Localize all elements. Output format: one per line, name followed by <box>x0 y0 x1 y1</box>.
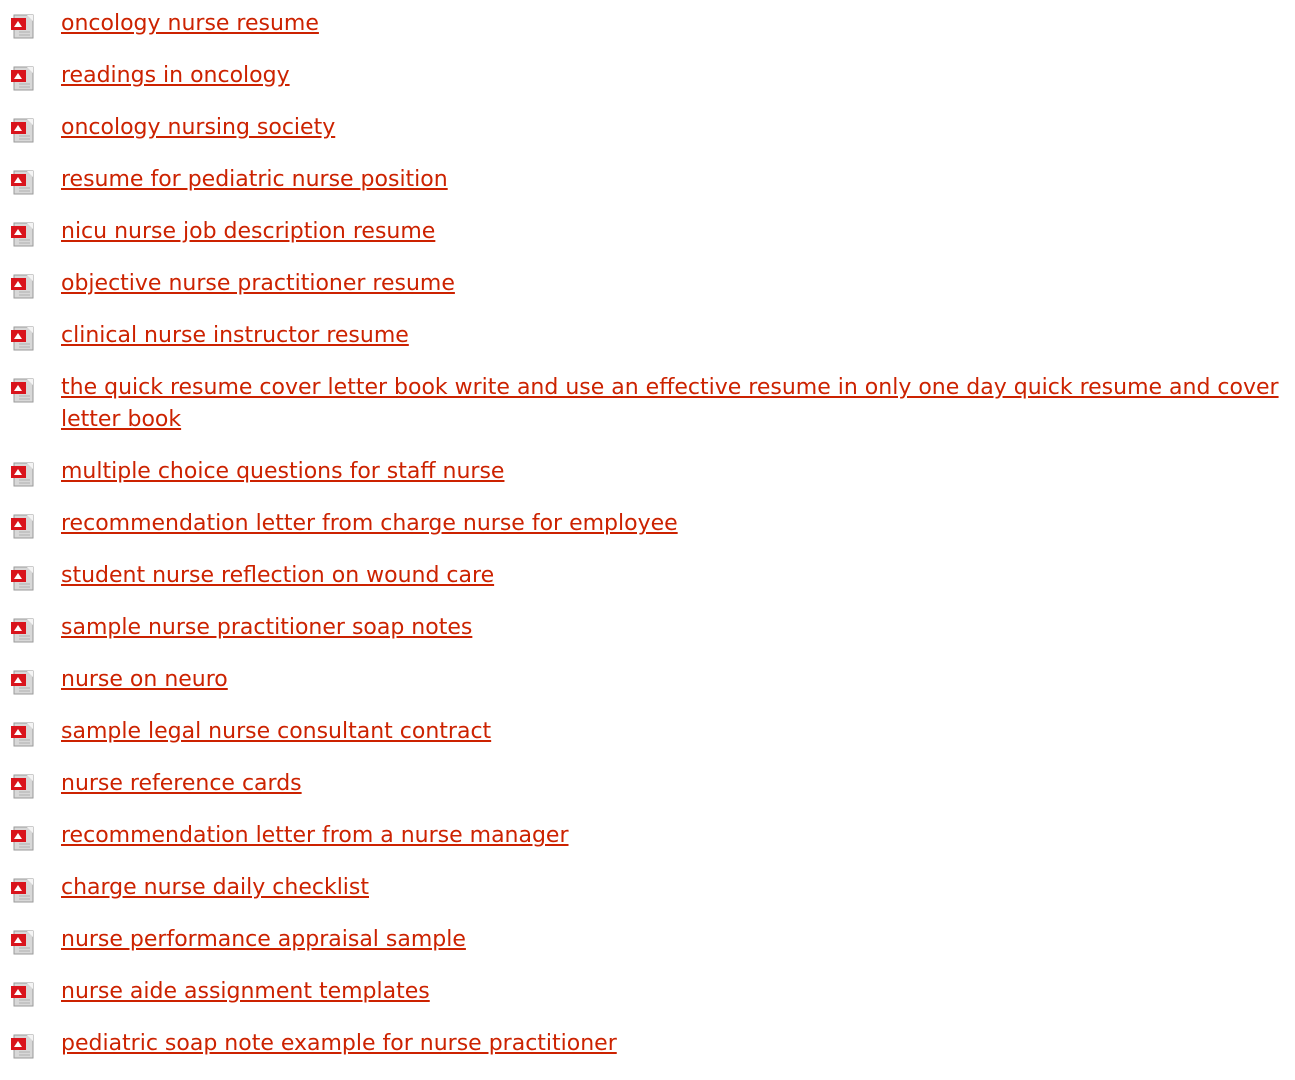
list-item <box>0 112 1295 144</box>
list-item <box>0 768 1295 800</box>
list-item <box>0 820 1295 852</box>
pdf-link[interactable]: readings in oncology <box>61 63 290 88</box>
pdf-file-icon <box>10 668 36 696</box>
pdf-file-icon <box>10 324 36 352</box>
list-item <box>0 716 1295 748</box>
list-item <box>0 664 1295 696</box>
list-item <box>0 976 1295 1008</box>
list-item <box>0 164 1295 196</box>
list-item <box>0 320 1295 352</box>
list-item <box>0 872 1295 904</box>
list-item <box>0 508 1295 540</box>
pdf-link[interactable]: nurse reference cards <box>61 771 302 796</box>
pdf-file-icon <box>10 512 36 540</box>
pdf-link[interactable]: oncology nursing society <box>61 115 336 140</box>
list-item <box>0 1028 1295 1060</box>
pdf-file-icon <box>10 460 36 488</box>
list-item <box>0 8 1295 40</box>
pdf-link[interactable]: pediatric soap note example for nurse practitioner <box>61 1031 617 1056</box>
list-item <box>0 268 1295 300</box>
pdf-file-icon <box>10 272 36 300</box>
pdf-link[interactable]: recommendation letter from a nurse manager <box>61 823 569 848</box>
list-item <box>0 216 1295 248</box>
pdf-link[interactable]: nurse on neuro <box>61 667 228 692</box>
pdf-file-icon <box>10 616 36 644</box>
pdf-link[interactable]: nurse aide assignment templates <box>61 979 430 1004</box>
pdf-file-icon <box>10 928 36 956</box>
list-item <box>0 612 1295 644</box>
pdf-link[interactable]: the quick resume cover letter book write and use an effective resume in only one day quick resume and cover letter book <box>61 375 1279 432</box>
list-item <box>0 456 1295 488</box>
pdf-link[interactable]: multiple choice questions for staff nurse <box>61 459 505 484</box>
pdf-file-icon <box>10 64 36 92</box>
pdf-link[interactable]: student nurse reflection on wound care <box>61 563 495 588</box>
pdf-link[interactable]: oncology nurse resume <box>61 11 319 36</box>
list-item <box>0 60 1295 92</box>
pdf-file-icon <box>10 376 36 404</box>
pdf-link[interactable]: nicu nurse job description resume <box>61 219 436 244</box>
pdf-file-icon <box>10 1032 36 1060</box>
pdf-link-list <box>0 8 1295 1080</box>
pdf-file-icon <box>10 980 36 1008</box>
pdf-file-icon <box>10 824 36 852</box>
pdf-link[interactable]: charge nurse daily checklist <box>61 875 369 900</box>
pdf-link[interactable]: sample legal nurse consultant contract <box>61 719 492 744</box>
pdf-file-icon <box>10 116 36 144</box>
pdf-file-icon <box>10 876 36 904</box>
list-item <box>0 560 1295 592</box>
pdf-link[interactable]: nurse performance appraisal sample <box>61 927 466 952</box>
pdf-link[interactable]: resume for pediatric nurse position <box>61 167 448 192</box>
pdf-file-icon <box>10 720 36 748</box>
pdf-link[interactable]: sample nurse practitioner soap notes <box>61 615 473 640</box>
list-item <box>0 372 1295 436</box>
pdf-link[interactable]: objective nurse practitioner resume <box>61 271 455 296</box>
pdf-file-icon <box>10 564 36 592</box>
list-item <box>0 924 1295 956</box>
pdf-file-icon <box>10 772 36 800</box>
pdf-file-icon <box>10 168 36 196</box>
pdf-link[interactable]: recommendation letter from charge nurse for employee <box>61 511 678 536</box>
pdf-file-icon <box>10 12 36 40</box>
pdf-file-icon <box>10 220 36 248</box>
pdf-link[interactable]: clinical nurse instructor resume <box>61 323 409 348</box>
